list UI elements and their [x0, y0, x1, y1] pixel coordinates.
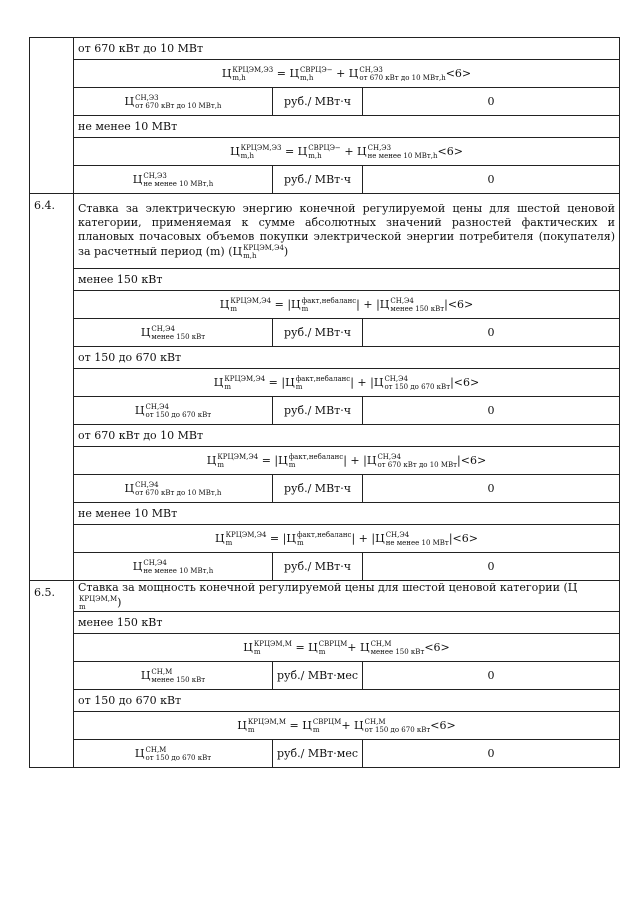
formula-row: Ц КРЦЭМ,Э4 m = |Ц факт,небаланс m | + |Ц СН,Э4 не менее 10 МВт |<6>: [74, 525, 620, 553]
subheading-670-10: от 670 кВт до 10 МВт: [74, 38, 620, 60]
section-title: Ставка за мощность конечной регулируемой цены для шестой ценовой категории (Ц КРЦЭМ,М m ): [74, 581, 620, 612]
rate-label: Ц СН,Э3 от 670 кВт до 10 МВт,h: [74, 88, 273, 116]
subheading-10: не менее 10 МВт: [74, 116, 620, 138]
subheading: от 150 до 670 кВт: [74, 347, 620, 369]
formula-row: Ц КРЦЭМ,Э4 m = |Ц факт,небаланс m | + |Ц СН,Э4 менее 150 кВт |<6>: [74, 291, 620, 319]
subheading: не менее 10 МВт: [74, 503, 620, 525]
value-cell: 0: [363, 166, 620, 194]
value-cell: 0: [363, 662, 620, 690]
formula-row: Ц КРЦЭМ,Э4 m = |Ц факт,небаланс m | + |Ц СН,Э4 от 670 кВт до 10 МВт |<6>: [74, 447, 620, 475]
section-number: 6.5.: [30, 581, 74, 768]
subheading: от 670 кВт до 10 МВт: [74, 425, 620, 447]
rate-label: Ц СН,М от 150 до 670 кВт: [74, 740, 273, 768]
value-cell: 0: [363, 740, 620, 768]
subheading: от 150 до 670 кВт: [74, 690, 620, 712]
unit-cell: руб./ МВт·ч: [273, 166, 363, 194]
subheading: менее 150 кВт: [74, 612, 620, 634]
value-cell: 0: [363, 319, 620, 347]
formula-row: Ц КРЦЭМ,Э4 m = |Ц факт,небаланс m | + |Ц СН,Э4 от 150 до 670 кВт |<6>: [74, 369, 620, 397]
number-cell-empty: [30, 38, 74, 194]
formula-e3-670: Ц КРЦЭМ,Э3 m,h = Ц СВРЦЭ− m,h + Ц СН,Э3 от 670 кВт до 10 МВт,h <6>: [74, 60, 620, 88]
subheading: менее 150 кВт: [74, 269, 620, 291]
section-number: 6.4.: [30, 194, 74, 581]
unit-cell: руб./ МВт·ч: [273, 319, 363, 347]
value-cell: 0: [363, 475, 620, 503]
value-cell: 0: [363, 397, 620, 425]
section-title: Ставка за электрическую энергию конечной регулируемой цены для шестой ценовой категории, применяемая к сумме абсолютных значений разностей фактических и плановых почасовых объемов покупки электрической энергии потребителя (покупателя) за расчетный период (m) (Ц КРЦЭМ,Э4 m,h ): [74, 194, 620, 269]
rate-label: Ц СН,Э4 от 670 кВт до 10 МВт,h: [74, 475, 273, 503]
rate-label: Ц СН,Э4 менее 150 кВт: [74, 319, 273, 347]
tariff-table: [29, 37, 620, 768]
value-cell: 0: [363, 553, 620, 581]
unit-cell: руб./ МВт·мес: [273, 662, 363, 690]
unit-cell: руб./ МВт·ч: [273, 88, 363, 116]
section-6-4: [30, 194, 620, 581]
section-6-5: [30, 581, 620, 768]
rate-label: Ц СН,Э3 не менее 10 МВт,h: [74, 166, 273, 194]
formula-row: Ц КРЦЭМ,М m = Ц СВРЦМ m + Ц СН,М менее 150 кВт <6>: [74, 634, 620, 662]
rate-label: Ц СН,Э4 не менее 10 МВт,h: [74, 553, 273, 581]
unit-cell: руб./ МВт·ч: [273, 475, 363, 503]
rate-label: Ц СН,М менее 150 кВт: [74, 662, 273, 690]
formula-row: Ц КРЦЭМ,М m = Ц СВРЦМ m + Ц СН,М от 150 до 670 кВт <6>: [74, 712, 620, 740]
unit-cell: руб./ МВт·ч: [273, 397, 363, 425]
rate-label: Ц СН,Э4 от 150 до 670 кВт: [74, 397, 273, 425]
value-cell: 0: [363, 88, 620, 116]
unit-cell: руб./ МВт·мес: [273, 740, 363, 768]
formula-e3-10: Ц КРЦЭМ,Э3 m,h = Ц СВРЦЭ− m,h + Ц СН,Э3 не менее 10 МВт,h <6>: [74, 138, 620, 166]
unit-cell: руб./ МВт·ч: [273, 553, 363, 581]
